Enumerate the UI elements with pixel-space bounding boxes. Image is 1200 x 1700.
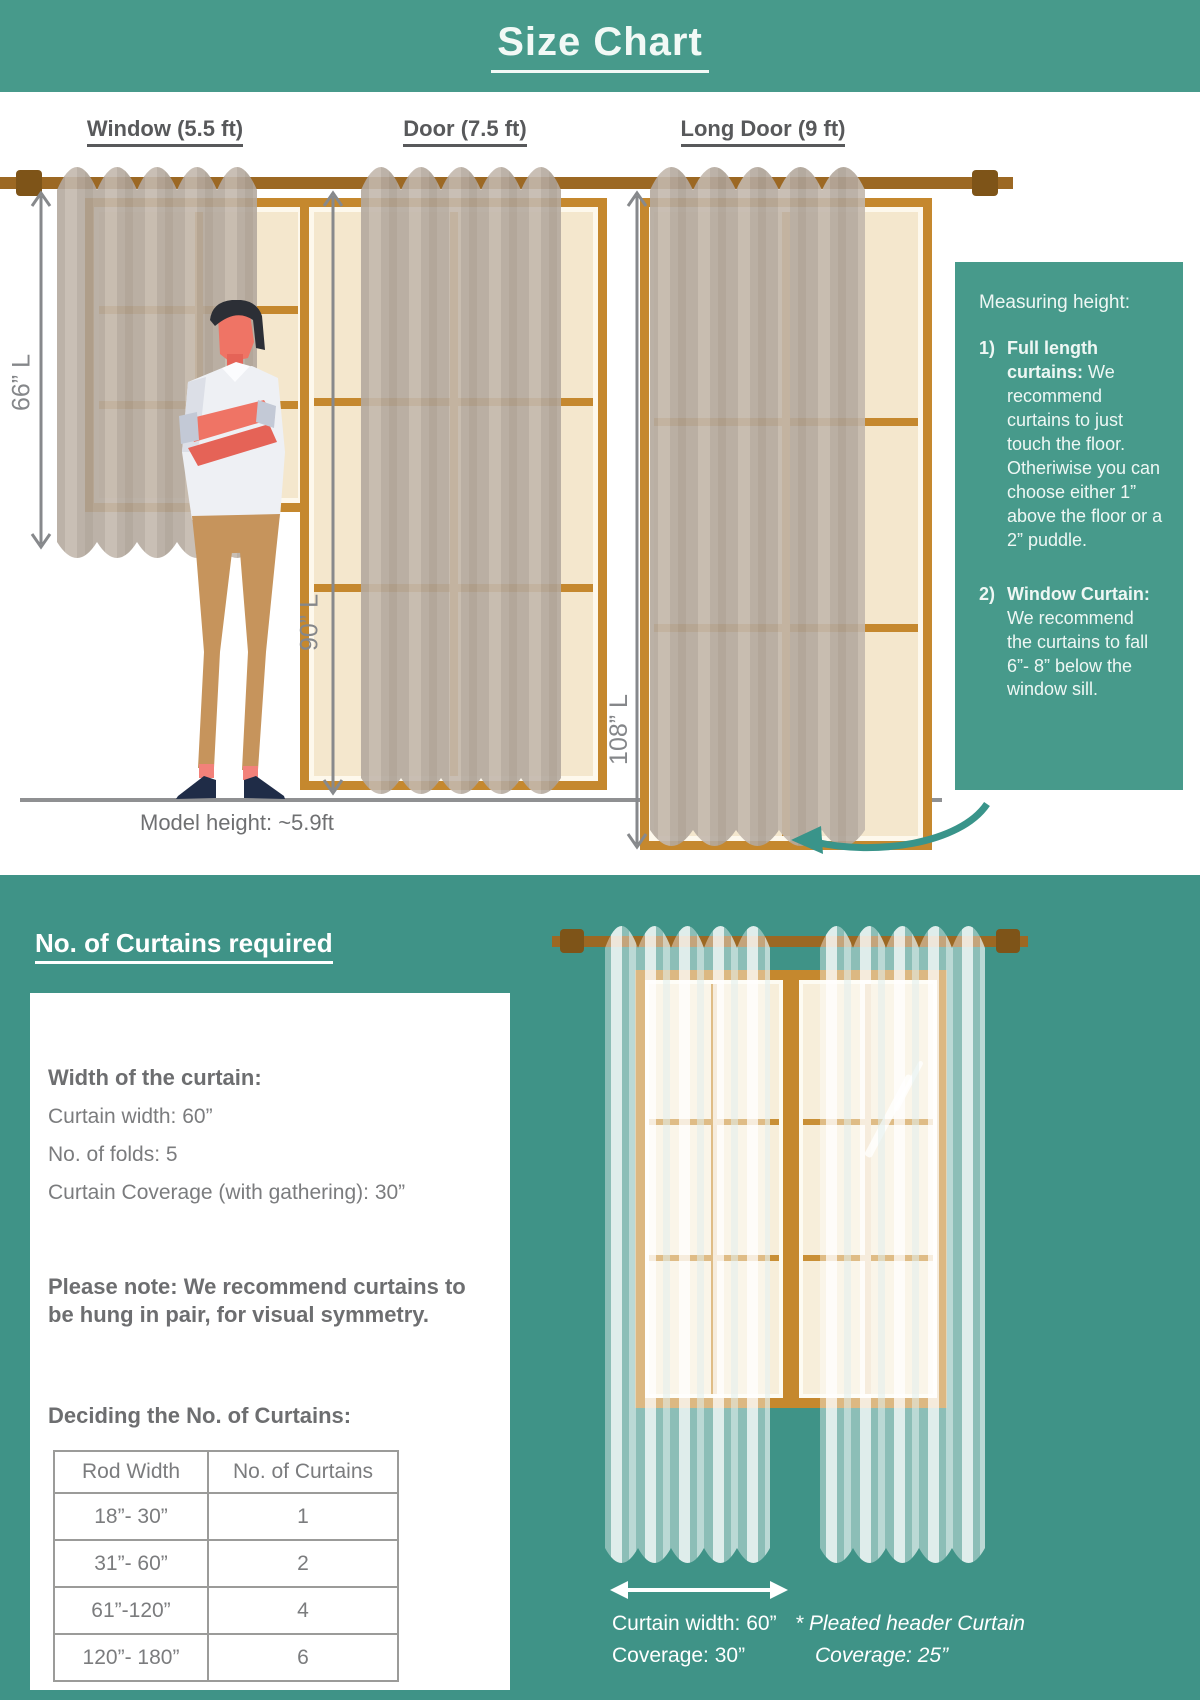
header-rod-width: Rod Width (54, 1451, 208, 1493)
sheer-curtain-right (820, 914, 985, 1584)
table-row (54, 1634, 398, 1681)
page-title: Size Chart (491, 20, 709, 73)
model-illustration (152, 300, 312, 805)
card-width-heading: Width of the curtain: (48, 1065, 262, 1090)
curtain-width-label: Curtain width: 60” Coverage: 30” (612, 1612, 777, 1667)
info-box-item-1: 1) Full length curtains: We recommend curtains to just touch the floor. Otheriwise you can choose either 1” above the floor or a 2” puddle. (979, 338, 1163, 550)
rod-width-cell: 18”- 30” (54, 1493, 208, 1540)
bottom-section-heading: No. of Curtains required (35, 928, 333, 959)
curtain-count-cell: 4 (208, 1587, 398, 1634)
column-label-long-door: Long Door (9 ft) (653, 116, 873, 142)
sheer-curtain-left (605, 914, 770, 1584)
curved-arrow-icon (785, 798, 995, 860)
rod-width-cell: 120”- 180” (54, 1634, 208, 1681)
rod-finial-right (972, 170, 998, 196)
card-spec-width: Curtain width: 60” (48, 1105, 213, 1128)
length-label-90: 90” L (295, 594, 324, 651)
header-banner (0, 0, 1200, 92)
curtain-count-cell: 6 (208, 1634, 398, 1681)
table-row (54, 1493, 398, 1540)
curtain-count-cell: 2 (208, 1540, 398, 1587)
curtain-count-table (53, 1450, 399, 1682)
column-label-window: Window (5.5 ft) (55, 116, 275, 142)
curtain-panel-90 (361, 150, 561, 815)
measuring-height-info-box (955, 262, 1183, 790)
pleated-note-label: * Pleated header Curtain Coverage: 25” (795, 1612, 1025, 1667)
header-no-of-curtains: No. of Curtains (208, 1451, 398, 1493)
width-arrow (608, 1578, 790, 1602)
card-spec-coverage: Curtain Coverage (with gathering): 30” (48, 1181, 406, 1204)
curtain-panel-108 (650, 150, 865, 865)
length-label-108: 108” L (605, 694, 633, 765)
curtain-count-cell: 1 (208, 1493, 398, 1540)
table-header-row (54, 1451, 398, 1493)
rod-width-cell: 61”-120” (54, 1587, 208, 1634)
bottom-rod-finial-right (996, 929, 1020, 953)
bottom-rod-finial-left (560, 929, 584, 953)
column-label-door: Door (7.5 ft) (355, 116, 575, 142)
info-box-heading: Measuring height: (979, 292, 1131, 313)
curtain-info-card (30, 993, 510, 1690)
measure-arrow-90 (322, 190, 344, 796)
rod-width-cell: 31”- 60” (54, 1540, 208, 1587)
card-spec-folds: No. of folds: 5 (48, 1143, 178, 1166)
table-row (54, 1540, 398, 1587)
length-label-66: 66” L (7, 354, 36, 411)
card-deciding-heading: Deciding the No. of Curtains: (48, 1403, 352, 1428)
card-note: Please note: We recommend curtains to be hung in pair, for visual symmetry. (48, 1274, 466, 1327)
model-height-label: Model height: ~5.9ft (140, 810, 334, 835)
table-row (54, 1587, 398, 1634)
info-box-item-2: 2) Window Curtain: We recommend the curtains to fall 6”- 8” below the window sill. (979, 583, 1150, 700)
